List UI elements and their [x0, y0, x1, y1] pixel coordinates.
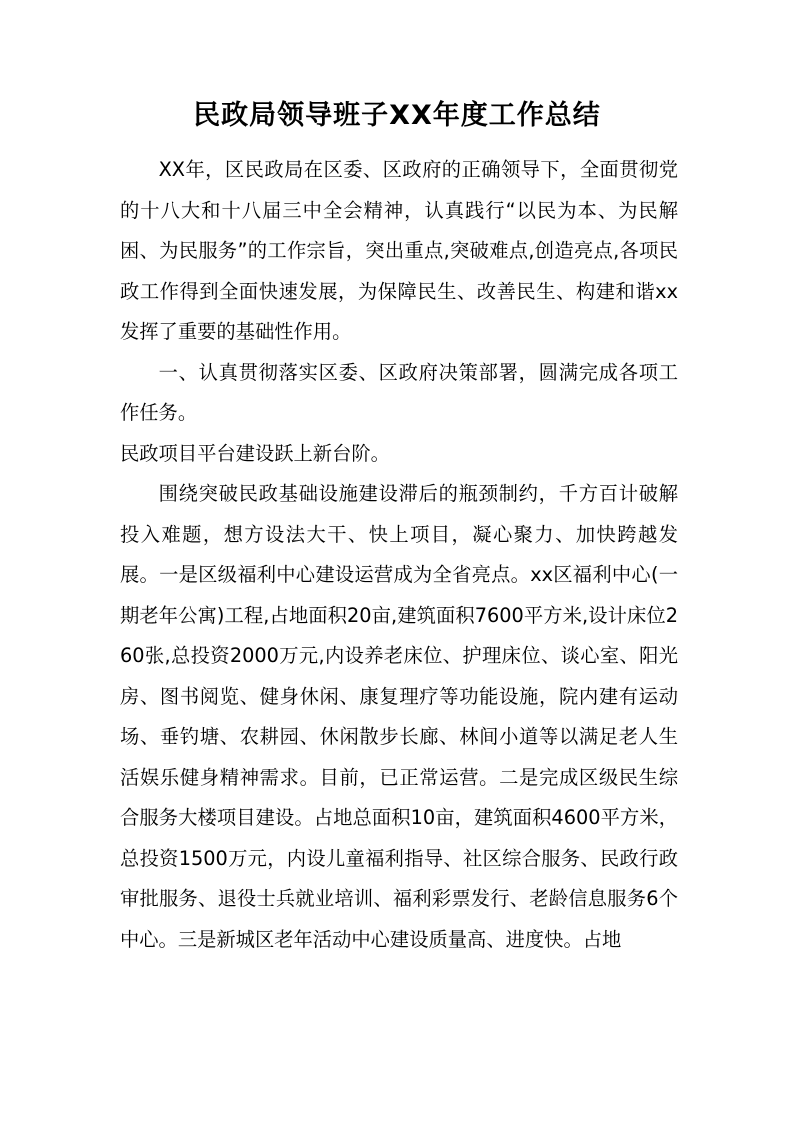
document-body: [120, 150, 678, 960]
paragraph-intro: XX年，区民政局在区委、区政府的正确领导下，全面贯彻党的十八大和十八届三中全会精神，认真践行“以民为本、为民解困、为民服务”的工作宗旨，突出重点,突破难点,创造亮点,各项民政工作得到全面快速发展，为保障民生、改善民生、构建和谐xx发挥了重要的基础性作用。: [120, 158, 678, 343]
paragraph-projects: 围绕突破民政基础设施建设滞后的瓶颈制约，千方百计破解投入难题，想方设法大干、快上项目，凝心聚力、加快跨越发展。一是区级福利中心建设运营成为全省亮点。xx区福利中心(一期老年公寓)工程,占地面积20亩,建筑面积7600平方米,设计床位260张,总投资2000万元,内设养老床位、护理床位、谈心室、阳光房、图书阅览、健身休闲、康复理疗等功能设施，院内建有运动场、垂钓塘、农耕园、休闲散步长廊、林间小道等以满足老人生活娱乐健身精神需求。目前，已正常运营。二是完成区级民生综合服务大楼项目建设。占地总面积10亩，建筑面积4600平方米，总投资1500万元，内设儿童福利指导、社区综合服务、民政行政审批服务、退役士兵就业培训、福利彩票发行、老龄信息服务6个中心。三是新城区老年活动中心建设质量高、进度快。占地: [120, 482, 678, 951]
document-title: 民政局领导班子XX年度工作总结: [193, 100, 601, 131]
section-heading-one: 一、认真贯彻落实区委、区政府决策部署，圆满完成各项工作任务。: [120, 360, 678, 424]
subsection-heading: 民政项目平台建设跃上新台阶。: [120, 441, 390, 465]
